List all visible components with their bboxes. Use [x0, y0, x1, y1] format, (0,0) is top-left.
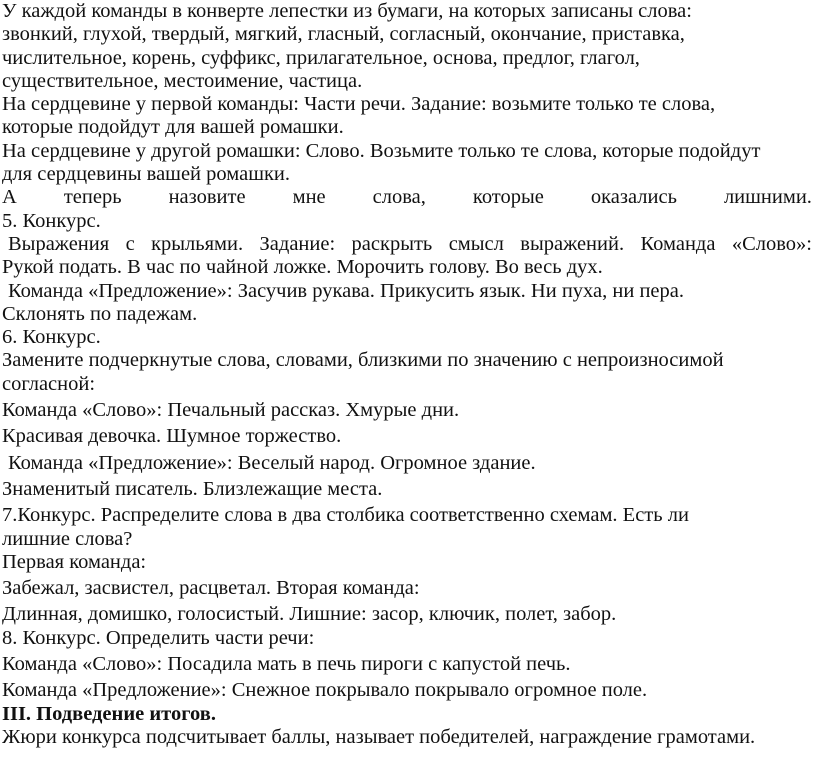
section-6 — [2, 326, 812, 501]
text-line: согласной: — [2, 372, 96, 395]
text-line: Красивая девочка. Шумное торжество. — [2, 425, 342, 448]
word: смысл — [448, 232, 504, 255]
intro-paragraph — [2, 0, 812, 186]
word: раскрыть — [351, 232, 433, 255]
text-line: Замените подчеркнутые слова, словами, близкими по значению с непроизносимой — [2, 349, 724, 372]
word: Выражения — [8, 232, 110, 255]
text-line: Команда «Слово»: Посадила мать в печь пироги с капустой печь. — [2, 653, 571, 676]
section-heading: 5. Конкурс. — [2, 209, 101, 232]
word: Команда — [640, 232, 716, 255]
word: мне — [292, 186, 326, 209]
text-line: для сердцевины вашей ромашки. — [2, 163, 291, 186]
justified-line-expressions — [2, 233, 812, 256]
word: выражений. — [520, 232, 625, 255]
text-line: Склонять по падежам. — [2, 302, 198, 325]
text-line: У каждой команды в конверте лепестки из бумаги, на которых записаны слова: — [2, 0, 692, 22]
text-line: существительное, местоимение, частица. — [2, 69, 363, 92]
text-line: На сердцевине у первой команды: Части речи. Задание: возьмите только те слова, — [2, 93, 716, 116]
word: теперь — [63, 186, 122, 209]
section-8 — [2, 627, 812, 703]
text-line: Знаменитый писатель. Близлежащие места. — [2, 477, 383, 500]
text-line: Забежал, засвистел, расцветал. Вторая команда: — [2, 577, 420, 600]
text-line: 7.Конкурс. Распределите слова в два столбика соответственно схемам. Есть ли — [2, 504, 689, 527]
section-5 — [2, 210, 812, 326]
word: слова, — [372, 186, 426, 209]
text-line: Рукой подать. В час по чайной ложке. Морочить голову. Во весь дух. — [2, 256, 603, 279]
summary-section — [2, 703, 812, 750]
section-heading: 6. Конкурс. — [2, 326, 101, 349]
text-line: числительное, корень, суффикс, прилагательное, основа, предлог, глагол, — [2, 46, 640, 69]
word: крыльями. — [151, 232, 244, 255]
text-line: Команда «Предложение»: Веселый народ. Огромное здание. — [8, 451, 536, 474]
word: с — [125, 232, 135, 255]
justified-line-extra-words — [2, 186, 812, 209]
text-line: 8. Конкурс. Определить части речи: — [2, 626, 315, 649]
word: назовите — [168, 186, 246, 209]
word: «Слово»: — [731, 232, 812, 255]
word: Задание: — [259, 232, 336, 255]
word: которые — [472, 186, 544, 209]
section-7 — [2, 504, 812, 626]
text-line: Команда «Предложение»: Снежное покрывало покрывало огромное поле. — [2, 679, 648, 702]
text-line: На сердцевине у другой ромашки: Слово. Возьмите только те слова, которые подойдут — [2, 139, 761, 162]
summary-text: Жюри конкурса подсчитывает баллы, называет победителей, награждение грамотами. — [2, 725, 756, 748]
text-line: Команда «Предложение»: Засучив рукава. Прикусить язык. Ни пуха, ни пера. — [8, 279, 684, 302]
word: оказались — [590, 186, 677, 209]
text-line: которые подойдут для вашей ромашки. — [2, 116, 344, 139]
text-line: Длинная, домишко, голосистый. Лишние: засор, ключик, полет, забор. — [2, 603, 617, 626]
text-line: Команда «Слово»: Печальный рассказ. Хмурые дни. — [2, 399, 460, 422]
summary-heading: III. Подведение итогов. — [2, 702, 216, 725]
text-line: лишние слова? — [2, 527, 133, 550]
text-line: звонкий, глухой, твердый, мягкий, гласный, согласный, окончание, приставка, — [2, 23, 685, 46]
word: А — [2, 186, 17, 209]
word: лишними. — [723, 186, 812, 209]
text-line: Первая команда: — [2, 550, 147, 573]
